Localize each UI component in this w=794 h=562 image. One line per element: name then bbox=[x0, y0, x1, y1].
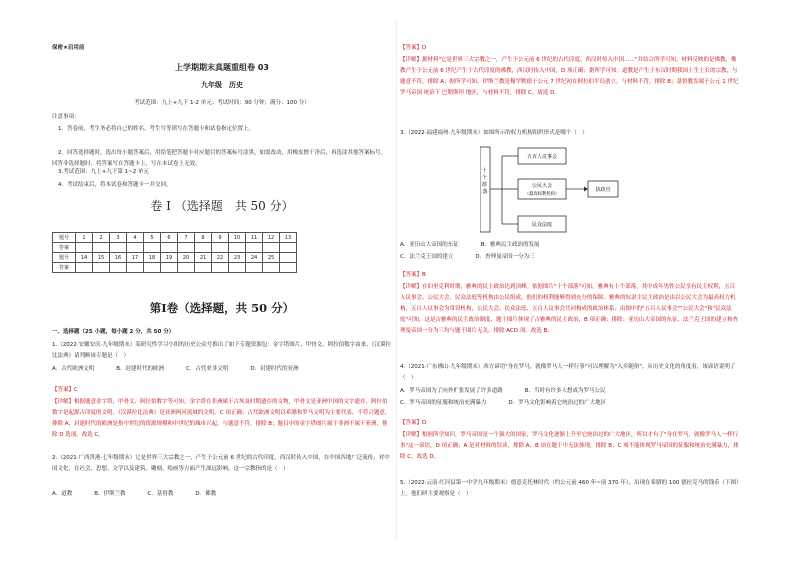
table-cell: 22 bbox=[212, 253, 229, 263]
answer-cell[interactable] bbox=[212, 243, 229, 253]
table-cell: 10 bbox=[229, 233, 246, 243]
answer-cell[interactable] bbox=[280, 243, 297, 253]
document-title: 上学期期末真题重组卷 03 bbox=[175, 63, 269, 72]
answer-cell[interactable] bbox=[76, 243, 93, 253]
table-cell: 21 bbox=[195, 253, 212, 263]
option-d: D．查理曼帝国一分为三 bbox=[475, 254, 535, 260]
answer-cell[interactable] bbox=[93, 243, 110, 253]
table-cell: 8 bbox=[195, 233, 212, 243]
subject-title: 九年级 历史 bbox=[201, 81, 243, 89]
table-cell: 4 bbox=[127, 233, 144, 243]
question-1-explanation: 【详解】根据题意金字塔、甲骨文、阿拉伯数字等可知，金字塔在非洲属于古埃及时期遗存的文物，甲骨文是亚洲中国的文字遗存，阿拉伯数字是起源古印度的文明，《汉谟拉比法典》是亚洲两河流域的文明，C 项正确；古代欧洲文明以希腊和罗马文明为主要代表，不符合题意，排除 A；封建时代的欧洲是指中世纪的资源规模和中世纪的城市兴起，与题意不符，排除 B；题目中的金字塔图片属于非洲不属于亚洲，排除 D 选项。故选 C。 bbox=[52, 399, 391, 438]
answer-cell[interactable] bbox=[195, 243, 212, 253]
option-c: C．古代亚非文明 bbox=[186, 366, 229, 372]
row-label: 答案 bbox=[53, 263, 76, 273]
note-item: 1．答卷前，考生务必将自己的姓名、考生号等填写在答题卡和试卷指定位置上。 bbox=[58, 126, 255, 132]
note-item: 2．回答选择题时，选出每小题答案后，用铅笔把答题卡对应题目的答案标号涂黑。如需改动，用橡皮擦干净后，再选涂其他答案标号。回答非选择题时，将答案写在答题卡上，写在本试卷上无效。 bbox=[52, 150, 387, 167]
tribes-char: 落 bbox=[482, 189, 488, 195]
answer-cell[interactable] bbox=[246, 243, 263, 253]
option-a: A．亚历山大帝国的东征 bbox=[400, 242, 459, 248]
option-d: D．佛教 bbox=[195, 491, 217, 497]
answer-cell[interactable] bbox=[195, 263, 212, 273]
right-column bbox=[400, 0, 748, 562]
table-row bbox=[53, 253, 297, 263]
tribes-char: 个 bbox=[481, 175, 487, 181]
part-heading: 卷 I （选择题 共 50 分） bbox=[150, 199, 294, 213]
section-description: 一、选择题（25 小题，每小题 2 分，共 50 分） bbox=[52, 329, 175, 335]
question-2-answer: 【答案】D bbox=[400, 45, 427, 51]
question-3-options-row1 bbox=[400, 240, 740, 251]
option-b: B．伊斯兰教 bbox=[94, 491, 126, 497]
five-hundred-council-label: 五百人议事会 bbox=[526, 154, 558, 160]
table-cell: 5 bbox=[144, 233, 161, 243]
answer-table bbox=[52, 232, 297, 273]
table-row bbox=[53, 263, 297, 273]
option-c: C．罗马帝国的征服和统治充满暴力 bbox=[400, 400, 487, 406]
answer-cell[interactable] bbox=[161, 243, 178, 253]
option-d: D．封建时代的亚洲 bbox=[250, 366, 299, 372]
table-cell: 15 bbox=[93, 253, 110, 263]
table-cell: 3 bbox=[110, 233, 127, 243]
option-a: A．道教 bbox=[52, 491, 73, 497]
answer-cell[interactable] bbox=[144, 243, 161, 253]
notes-heading: 注意事项： bbox=[52, 114, 80, 120]
answer-cell[interactable] bbox=[280, 263, 297, 273]
question-4-explanation: 【详解】根据所学知识，罗马帝国是一个强大的国家，罗马文化逐渐上升至它统治过的广大地区，所以才有了"身在罗马，就像罗马人一样行事"这一谚语，D 项正确；A 是对材料的误读，排除 A；B 项在题干中无法体现，排除 B；C 项不能体现罗马帝国的征服和统治充满暴力，排除 C。故选 D。 bbox=[400, 432, 739, 460]
answer-cell[interactable] bbox=[144, 263, 161, 273]
answer-cell[interactable] bbox=[263, 243, 280, 253]
answer-cell[interactable] bbox=[229, 243, 246, 253]
column-divider bbox=[396, 20, 397, 540]
table-cell: 25 bbox=[263, 253, 280, 263]
table-row bbox=[53, 233, 297, 243]
row-label: 题号 bbox=[53, 253, 76, 263]
row-label: 答案 bbox=[53, 243, 76, 253]
answer-cell[interactable] bbox=[263, 263, 280, 273]
option-b: B．当时有许多人想成为罗马公民 bbox=[524, 388, 606, 394]
option-b: B．雅典民主政治的发展 bbox=[480, 242, 540, 248]
question-4-options-row2 bbox=[400, 398, 740, 409]
table-cell: 20 bbox=[178, 253, 195, 263]
assembly-label: 公民大会 bbox=[531, 183, 553, 189]
answer-cell[interactable] bbox=[246, 263, 263, 273]
table-cell: 17 bbox=[127, 253, 144, 263]
question-2-stem: 2.（2021·广西贵港·七年级期末）它是世界三大宗教之一，产生于公元前 6 世纪的古代印度，西汉时传入中国，在中国各地广泛流传，对中国文化，在社会、思想、文学以及建筑、雕刻、绘画等方面产生深远影响。这一宗教指的是（ ） bbox=[52, 455, 390, 472]
answer-cell[interactable] bbox=[110, 243, 127, 253]
answer-cell[interactable] bbox=[178, 243, 195, 253]
question-4-answer: 【答案】D bbox=[400, 420, 427, 426]
table-cell: 2 bbox=[93, 233, 110, 243]
question-3-stem: 3.（2022·福建福州·九年级期末）如图所示的权力机构组织形式是哪个（ ） bbox=[400, 130, 588, 136]
question-3-answer: 【答案】B bbox=[400, 272, 426, 278]
table-cell: 23 bbox=[229, 253, 246, 263]
table-cell: 18 bbox=[144, 253, 161, 263]
option-d: D．罗马文化影响着它统治过的广大地区 bbox=[508, 400, 607, 406]
answer-cell[interactable] bbox=[76, 263, 93, 273]
arrow-head bbox=[584, 187, 588, 192]
assembly-sub-label: （最高权利机构） bbox=[524, 192, 560, 197]
question-2-explanation: 【详解】据材料"它是世界三大宗教之一，产生于公元前 6 世纪的古代印度，西汉时传入中国……"并结合所学可知，材料反映的是佛教，佛教产生于公元前 6 世纪产生于古代印度的佛教，西汉时传入中国，D 项正确；据所学可知，道教是产生于东汉时期我国土生土长的宗教，与题意不符，排除 A；据所学可知，伊斯兰教是穆罕默德于公元 7 世纪初在阿拉伯半岛创立，与材料不符，排除 B；基督教发端于公元 1 世纪 罗马帝国 统治下 巴勒斯坦 地区，与材料不符，排除 C。故选 D。 bbox=[400, 57, 739, 96]
question-4-options-row1 bbox=[400, 386, 740, 397]
note-item: 3.考试范围：九上+九下第 1~2 单元 bbox=[58, 169, 149, 175]
table-cell: 19 bbox=[161, 253, 178, 263]
question-1-options bbox=[52, 364, 392, 375]
left-column bbox=[52, 0, 392, 562]
exam-meta: 考试范围：九上+九下 1-2 单元；考试时间：90 分钟；满分：100 分） bbox=[134, 100, 310, 106]
answer-cell[interactable] bbox=[161, 263, 178, 273]
court-label: 民众法庭 bbox=[531, 222, 553, 228]
answer-cell[interactable] bbox=[127, 263, 144, 273]
option-a: A．古代欧洲文明 bbox=[52, 366, 95, 372]
answer-cell[interactable] bbox=[212, 263, 229, 273]
option-c: C．基督教 bbox=[147, 491, 174, 497]
section-heading: 第Ⅰ卷（选择题，共 50 分） bbox=[149, 301, 295, 315]
table-cell: 6 bbox=[161, 233, 178, 243]
tribes-char: 十 bbox=[481, 168, 487, 174]
table-cell bbox=[280, 253, 297, 263]
answer-cell[interactable] bbox=[127, 243, 144, 253]
table-cell: 11 bbox=[246, 233, 263, 243]
option-b: B．封建时代的欧洲 bbox=[116, 366, 165, 372]
diagram-svg bbox=[480, 142, 640, 242]
table-cell: 16 bbox=[110, 253, 127, 263]
table-cell: 1 bbox=[76, 233, 93, 243]
executive-label: 执政官 bbox=[595, 187, 611, 193]
question-3-explanation: 【详解】在伯里克利时期，雅典的民主政治达到顶峰。依据图片"十个部落"可知，雅典有十个部落，其中成年男性公民享有民主权利，五百人议事会、公民大会、民众法庭等机构由公民组成，他们的权利能够得到充分的保障。雅典的奴隶主民主政治是由以公民大会为最高权力机构，五百人议事会为常设机构，公民大会、民众法庭、五百人议事会共同构成的政治体系；由图中的"五百人议事会""公民大会"和"民众法庭"可知，这是古雅典的民主政治制度，题干图片体现了古雅典的民主政治，B 项正确；排除：亚历山大帝国的东征、法兰克王国的建立和查理曼帝国一分为三均与题干图片无关，排除 ACD 项。故选 B。 bbox=[400, 284, 739, 334]
power-structure-diagram bbox=[480, 142, 640, 242]
table-cell: 13 bbox=[280, 233, 297, 243]
answer-cell[interactable] bbox=[110, 263, 127, 273]
answer-cell[interactable] bbox=[229, 263, 246, 273]
table-cell: 12 bbox=[263, 233, 280, 243]
question-5-stem: 5.（2022·云南·红河县第一中学九年级期末）德意克托林时代（约公元前 460 年~前 370 年），出现在希腊的 100 德拉克马的钱币（下图）上。他们研主要观察是（ ） bbox=[400, 480, 739, 497]
note-item: 4．考试结束后，将本试卷和答题卡一并交回。 bbox=[58, 182, 172, 188]
table-row bbox=[53, 243, 297, 253]
table-cell: 9 bbox=[212, 233, 229, 243]
option-a: A．罗马帝国为了向外扩张发展了许多道路 bbox=[400, 388, 503, 394]
option-c: C．法兰克王国的建立 bbox=[400, 254, 454, 260]
question-1-stem: 1.（2022·安徽安庆·九年级期末）某研究性学习小组的历史公众号推出了如下专题资源包：金字塔图片、甲骨文、阿拉伯数字由来、《汉谟拉比法典》请判断该专题是（ ） bbox=[52, 342, 391, 359]
secret-label: 保密★启用前 bbox=[52, 45, 85, 51]
question-1-answer: 【答案】C bbox=[52, 387, 78, 393]
row-label: 题号 bbox=[53, 233, 76, 243]
question-4-stem: 4.（2021·广东佛山·九年级期末）西方谚语"身在罗马，就像罗马人一样行事"可以理解为"入乡随俗"。从历史文化的角度看，该谚语说明了（ ） bbox=[400, 364, 736, 381]
table-cell: 14 bbox=[76, 253, 93, 263]
table-cell: 7 bbox=[178, 233, 195, 243]
answer-cell[interactable] bbox=[178, 263, 195, 273]
question-2-options bbox=[52, 489, 392, 500]
table-cell: 24 bbox=[246, 253, 263, 263]
answer-cell[interactable] bbox=[93, 263, 110, 273]
tribes-char: 部 bbox=[481, 182, 487, 188]
question-3-options-row2 bbox=[400, 252, 740, 263]
